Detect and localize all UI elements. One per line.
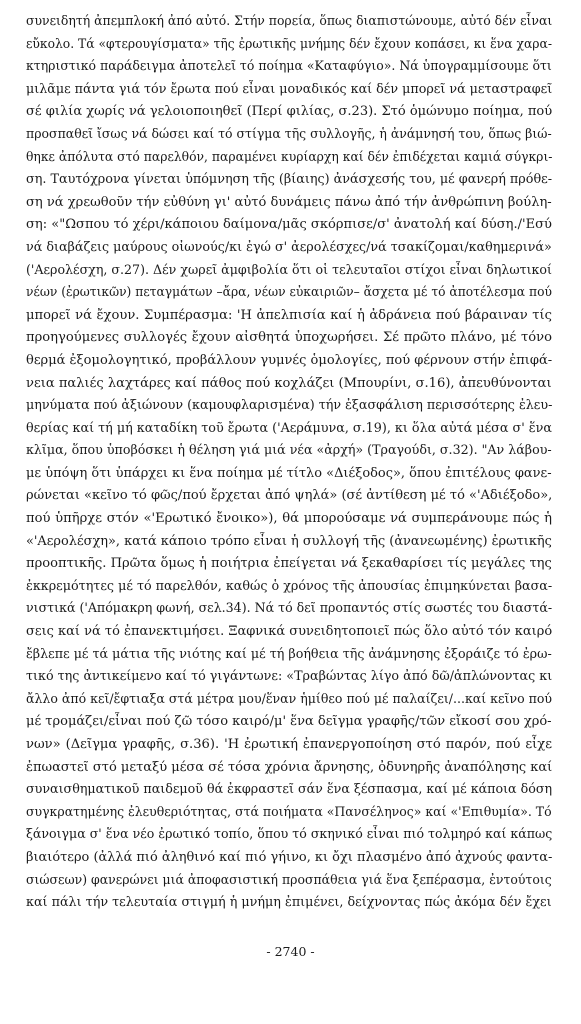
- text-line: τικό της ἀντικείμενο καί τό γιγάντωνε: «Τραβώντας λίγο ἀπό δῶ/ἁπλώνοντας κι: [26, 669, 553, 685]
- text-line: μέ τρομάζει/εἶναι πού ζῶ τόσο καιρό/μ' ἕνα δεῖγμα γραφῆς/τῶν εἴκοσί σου χρό-: [26, 714, 552, 730]
- text-line: ση νά χρεωθοῦν τήν εὐθύνη γι' αὐτό δυνάμεις πάνω ἀπό τήν ἀνθρώπινη βούλη-: [26, 194, 552, 210]
- text-line: συνειδητή ἀπεμπλοκή ἀπό αὐτό. Στήν πορεία, ὅπως διαπιστώνουμε, αὐτό δέν εἶναι: [26, 14, 553, 29]
- text-line: προηγούμενες συλλογές ἔχουν αἰσθητά ὑποχωρήσει. Σέ πρῶτο πλάνο, μέ τόνο: [26, 330, 552, 346]
- text-line: ἄλλο ἀπό κεῖ/ἔφτιαξα στά μέτρα μου/ἕναν ἡμίθεο πού μέ παλαίζει/...καί κεῖνο πού: [26, 691, 553, 707]
- text-line: νεια παλιές λαχτάρες καί πάθος πού κοχλάζει (Μπουρίνι, σ.16), ἀπευθύνονται: [26, 375, 552, 391]
- text-line: εὔκολο. Τά «φτερουγίσματα» τῆς ἐρωτικῆς μνήμης δέν ἔχουν κοπάσει, κι ἕνα χαρα-: [26, 36, 553, 52]
- page-number: - 2740 -: [266, 944, 315, 959]
- text-line: μιλᾶμε πάντα γιά τόν ἔρωτα πού εἶναι μοναδικός καί δέν μπορεῖ νά μεταστραφεῖ: [26, 81, 553, 97]
- text-line: ση. Ταυτόχρονα γίνεται ὑπόμνηση τῆς (βίαιης) ἀνάσχεσής του, μέ φανερή πρόθε-: [26, 172, 553, 188]
- text-line: ρώνεται «κεῖνο τό φῶς/πού ἔρχεται ἀπό ψηλά» (σέ ἀντίθεση μέ τό «'Αδιέξοδο»,: [26, 488, 553, 504]
- text-line: σεις καί νά τό ἐπανεκτιμήσει. Ξαφνικά συνειδητοποιεῖ πώς ὅλο αὐτό τόν καιρό: [26, 624, 553, 640]
- text-line: με ὑπόψη ὅτι ὑπάρχει κι ἕνα ποίημα μέ τίτλο «Διέξοδος», ὅπου ἐπιτέλους φανε-: [26, 465, 552, 481]
- text-line: κτηριστικό παράδειγμα ἀποτελεῖ τό ποίημα «Καταφύγιο». Νά ὑπογραμμίσουμε ὅτι: [26, 59, 552, 75]
- text-line: μηνύματα πού ἀξιώνουν (καμουφλαρισμένα) τήν ἐξασφάλιση περισσότερης ἐλευ-: [26, 398, 553, 414]
- text-line: ἔβλεπε μέ τά μάτια τῆς νιότης καί μέ τή βοήθεια τῆς ἀνάμνησης ἐξοράιζε τό ἐρω-: [26, 646, 552, 662]
- text-line: ἐπωαστεῖ στό μεταξύ μέσα σέ τόσα χρόνια ἄρνησης, ὀδυνηρῆς ἀναπόλησης καί: [26, 759, 553, 775]
- body-text: [26, 11, 552, 915]
- text-line: καί πάλι τήν τελευταία στιγμή ἡ μνήμη ἐπιμένει, δείχνοντας πώς ἀκόμα δέν ἔχει: [26, 895, 552, 911]
- text-line: κλῖμα, ὅπου ὑποβόσκει ἡ θέληση γιά μιά νέα «ἀρχή» (Τραγούδι, σ.32). "Αν λάβου-: [26, 443, 552, 459]
- text-line: νων» (Δεῖγμα γραφῆς, σ.36). 'Η ἐρωτική ἐπανεργοποίηση στό παρόν, πού εἶχε: [26, 737, 552, 752]
- text-line: πού ὑπῆρχε στόν «'Ερωτικό ἔνοικο»), θά μπορούσαμε νά συμπεράνουμε πώς ἡ: [26, 511, 552, 527]
- text-line: μπορεῖ νά ἔχουν. Συμπέρασμα: 'Η ἀπελπισία καί ἡ ἀδράνεια πού βάραιναν τίς: [26, 307, 552, 323]
- text-line: ξάνοιγμα σ' ἕνα νέο ἐρωτικό τοπίο, ὅπου τό σκηνικό εἶναι πιό τολμηρό καί κάπως: [26, 827, 553, 843]
- text-line: ('Αερολέσχη, σ.27). Δέν χωρεῖ ἀμφιβολία ὅτι οἱ τελευταῖοι στίχοι εἶναι δηλωτικοί: [26, 262, 552, 278]
- text-line: νά διαβάζεις μαύρους οἰωνούς/κι ἐγώ σ' ἀερολέσχες/νά τσακίζομαι/καθημερινά»: [26, 239, 552, 255]
- text-line: προσπαθεῖ ἴσως νά δώσει καί τό στίγμα τῆς συλλογῆς, ἡ ἀνάμνησή του, ὅπως βιώ-: [26, 126, 552, 142]
- text-line: σιώσεων) φανερώνει μιά ἀποφασιστική προσπάθεια γιά ἕνα ξεπέρασμα, ἐντούτοις: [26, 872, 552, 888]
- text-line: σέ φιλία χωρίς νά γελοιοποιηθεῖ (Περί φιλίας, σ.23). Στό ὁμώνυμο ποίημα, πού: [26, 104, 553, 120]
- text-line: νιστικά ('Απόμακρη φωνή, σελ.34). Νά τό δεῖ προπαντός στίς σωστές του διαστά-: [26, 601, 553, 617]
- text-line: «'Αερολέσχη», κατά κάποιο τρόπο εἶναι ἡ συλλογή τῆς (ἀνανεωμένης) ἐρωτικῆς: [26, 533, 552, 549]
- text-line: βιαιότερο (ἀλλά πιό ἀληθινό καί πιό γήινο, κι ὄχι πλασμένο ἀπό ἀχνούς φαντα-: [26, 849, 553, 865]
- text-line: συγκρατημένης ἐλευθεριότητας, στά ποιήματα «Πανσέληνος» καί «'Επιθυμία». Τό: [26, 804, 552, 820]
- text-line: νέων (ἐρωτικῶν) πεταγμάτων –ἄρα, νέων εὐκαιριῶν– ἄσχετα μέ τό ἀποτέλεσμα πού: [26, 285, 552, 301]
- text-line: θερίας καί τή μή καταδίκη τοῦ ἔρωτα ('Αεράμυνα, σ.19), κι ὅλα αὐτά μέσα σ' ἕνα: [26, 420, 552, 436]
- text-line: συναισθηματικοῦ παιδεμοῦ θά ἐκφραστεῖ σάν ἕνα ξέσπασμα, καί μέ κάποια δόση: [26, 782, 553, 798]
- text-line: ση: «"Ωσπου τό χέρι/κάποιου δαίμονα/μᾶς σκόρπισε/σ' ἀνατολή καί δύση./'Εσύ: [26, 217, 552, 233]
- text-line: προοπτικῆς. Πρῶτα ὅμως ἡ ποιήτρια ἐπείγεται νά ξεκαθαρίσει τίς μεγάλες της: [26, 556, 552, 572]
- text-line: θερμά ἐξομολογητικό, προβάλλουν γυμνές ὁμολογίες, πού φέρνουν στήν ἐπιφά-: [26, 352, 553, 368]
- text-line: ἐκκρεμότητες μέ τό παρελθόν, καθώς ὁ χρόνος τῆς ἀπουσίας ἐπιμηκύνεται βασα-: [26, 578, 553, 594]
- text-line: θηκε ἀπόλυτα στό παρελθόν, παραμένει κυρίαρχη καί δέν ἐπιδέχεται καμιά σύγκρι-: [26, 149, 553, 165]
